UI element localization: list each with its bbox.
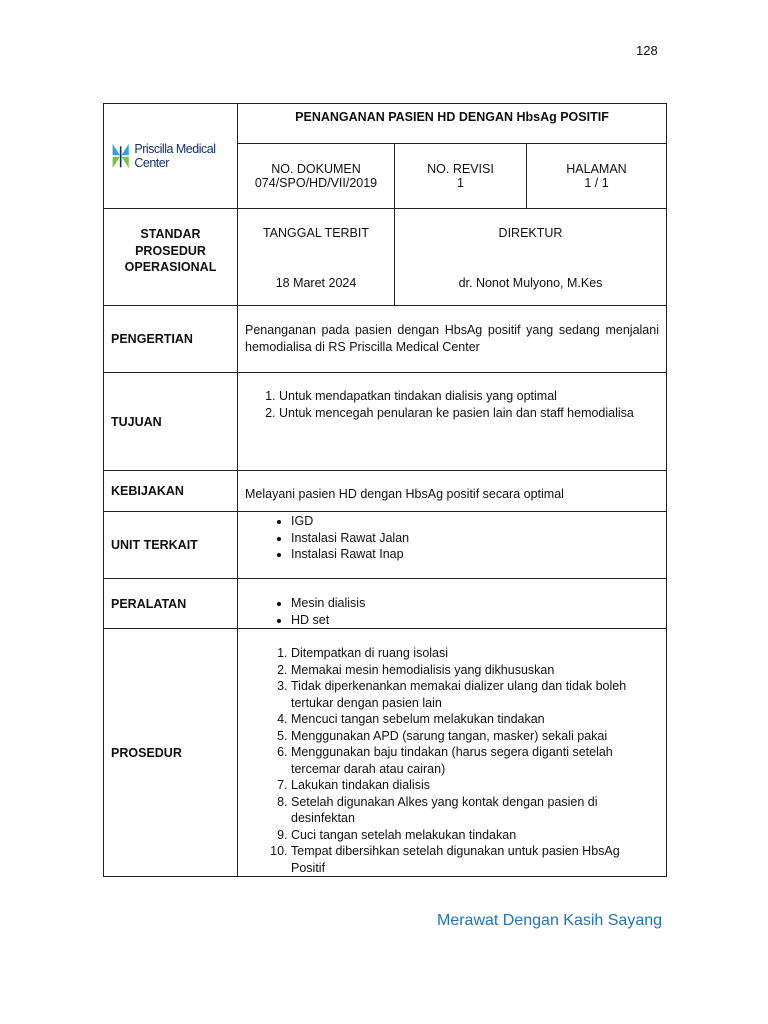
- list-item: 6. Menggunakan baju tindakan (harus segera diganti setelah tercemar darah atau cairan): [291, 744, 652, 777]
- unit-list: [245, 513, 659, 563]
- list-item: • Instalasi Rawat Jalan: [291, 530, 659, 547]
- sop-label-line2: PROSEDUR: [135, 243, 206, 258]
- pengertian-label: PENGERTIAN: [104, 306, 238, 373]
- page-label: HALAMAN: [566, 162, 627, 176]
- page-cell: [527, 144, 667, 209]
- kebijakan-label: KEBIJAKAN: [104, 471, 238, 512]
- list-item: 4. Mencuci tangan sebelum melakukan tindakan: [291, 711, 652, 728]
- revision-value: 1: [457, 176, 464, 190]
- list-item: 9. Cuci tangan setelah melakukan tindakan: [291, 827, 652, 844]
- tujuan-label: TUJUAN: [104, 373, 238, 471]
- doc-number-label: NO. DOKUMEN: [271, 162, 361, 176]
- issued-cell: [238, 209, 395, 306]
- pengertian-text: Penanganan pada pasien dengan HbsAg positif yang sedang menjalani hemodialisa di RS Priscilla Medical Center: [245, 323, 659, 354]
- list-item: 10. Tempat dibersihkan setelah digunakan untuk pasien HbsAg Positif: [291, 843, 652, 876]
- prosedur-cell: [238, 629, 667, 877]
- list-item: • HD set: [291, 612, 659, 629]
- director-cell: [395, 209, 667, 306]
- page-value: 1 / 1: [584, 176, 609, 190]
- butterfly-logo-icon: [111, 138, 130, 174]
- list-item: • Instalasi Rawat Inap: [291, 546, 659, 563]
- prosedur-label: PROSEDUR: [104, 629, 238, 877]
- doc-number-cell: [238, 144, 395, 209]
- hospital-logo: [111, 138, 230, 174]
- list-item: 2. Untuk mencegah penularan ke pasien lain dan staff hemodialisa: [279, 405, 659, 422]
- peralatan-label: PERALATAN: [104, 579, 238, 629]
- list-item: 1. Untuk mendapatkan tindakan dialisis yang optimal: [279, 388, 659, 405]
- issued-date: 18 Maret 2024: [275, 276, 357, 290]
- list-item: 5. Menggunakan APD (sarung tangan, masker) sekali pakai: [291, 728, 652, 745]
- tujuan-cell: [238, 373, 667, 471]
- tujuan-list: [245, 388, 659, 421]
- list-item: 7. Lakukan tindakan dialisis: [291, 777, 652, 794]
- footer-tagline: Merawat Dengan Kasih Sayang: [437, 912, 663, 929]
- page-number: 128: [636, 43, 658, 58]
- peralatan-list: [245, 595, 659, 628]
- logo-cell: [104, 104, 238, 209]
- unit-cell: [238, 512, 667, 579]
- sop-label-cell: [104, 209, 238, 306]
- sop-label-line1: STANDAR: [140, 227, 201, 241]
- revision-cell: [395, 144, 527, 209]
- sop-table: [103, 103, 667, 877]
- list-item: 3. Tidak diperkenankan memakai dializer ulang dan tidak boleh tertukar dengan pasien lain: [291, 678, 652, 711]
- logo-text: Priscilla Medical Center: [134, 142, 216, 170]
- list-item: • Mesin dialisis: [291, 595, 659, 612]
- director-name: dr. Nonot Mulyono, M.Kes: [458, 276, 603, 290]
- sop-label-line3: OPERASIONAL: [124, 260, 217, 274]
- list-item: 2. Memakai mesin hemodialisis yang dikhususkan: [291, 662, 652, 679]
- kebijakan-text: Melayani pasien HD dengan HbsAg positif secara optimal: [238, 471, 667, 512]
- document-title: PENANGANAN PASIEN HD DENGAN HbsAg POSITIF: [238, 104, 667, 144]
- pengertian-cell: [238, 306, 667, 373]
- doc-number-value: 074/SPO/HD/VII/2019: [254, 176, 378, 190]
- list-item: • IGD: [291, 513, 659, 530]
- director-label: DIREKTUR: [498, 226, 563, 240]
- peralatan-cell: [238, 579, 667, 629]
- issued-label: TANGGAL TERBIT: [262, 226, 370, 240]
- revision-label: NO. REVISI: [427, 162, 494, 176]
- prosedur-list: [245, 645, 652, 876]
- unit-label: UNIT TERKAIT: [104, 512, 238, 579]
- list-item: 8. Setelah digunakan Alkes yang kontak dengan pasien di desinfektan: [291, 794, 652, 827]
- list-item: 1. Ditempatkan di ruang isolasi: [291, 645, 652, 662]
